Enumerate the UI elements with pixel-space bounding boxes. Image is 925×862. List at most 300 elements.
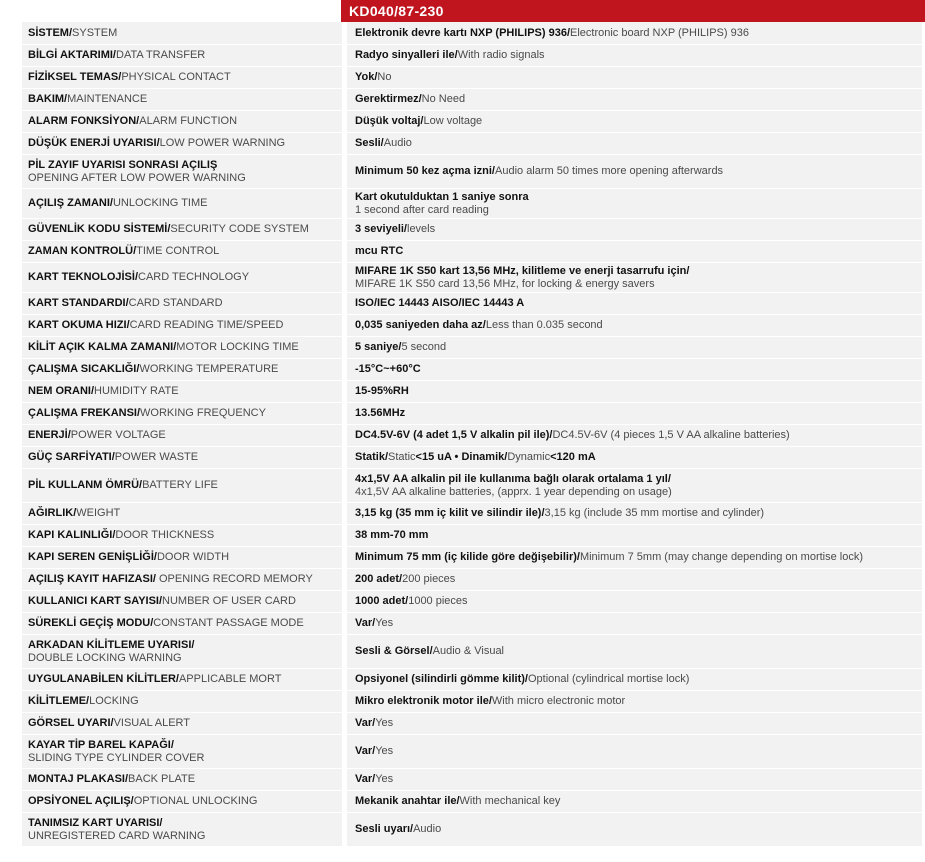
- label-line: [28, 159, 342, 172]
- label-turkish-text: AÇILIŞ ZAMANI/: [28, 197, 113, 210]
- value-line: [355, 617, 922, 630]
- value-turkish-text: Kart okutulduktan 1 saniye sonra: [355, 191, 529, 203]
- spec-value: [347, 88, 922, 110]
- spec-value: [347, 240, 922, 262]
- spec-value: [347, 634, 922, 668]
- spec-value: [347, 790, 922, 812]
- label-turkish-text: ALARM FONKSİYON/: [28, 115, 140, 128]
- spec-label: [22, 546, 342, 568]
- value-english-text: 3,15 kg (include 35 mm mortise and cylinder): [544, 507, 765, 520]
- label-line: [28, 639, 342, 652]
- spec-value: [347, 262, 922, 292]
- spec-table: [0, 22, 925, 846]
- value-line: [355, 341, 922, 354]
- label-english-text: POWER WASTE: [114, 451, 199, 464]
- value-english-text: No: [377, 71, 392, 84]
- spec-value: [347, 336, 922, 358]
- value-line: [355, 245, 922, 258]
- spec-label: [22, 314, 342, 336]
- spec-row: [0, 44, 925, 66]
- label-line: [28, 363, 342, 376]
- spec-label: [22, 524, 342, 546]
- spec-value: [347, 358, 922, 380]
- value-turkish-text: Statik/: [355, 451, 389, 464]
- label-line: [28, 27, 342, 40]
- value-english-text: Static: [388, 451, 416, 464]
- spec-label: [22, 634, 342, 668]
- header-row: [0, 0, 925, 22]
- label-line: [28, 773, 342, 786]
- spec-label: [22, 188, 342, 218]
- value-line: [355, 265, 922, 278]
- spec-row: [0, 22, 925, 44]
- label-english-text: HUMIDITY RATE: [94, 385, 179, 398]
- value-line: [355, 27, 922, 40]
- label-line: [28, 197, 342, 210]
- spec-value: [347, 612, 922, 634]
- label-line: [28, 817, 342, 830]
- value-turkish-text: 15-95%RH: [355, 385, 409, 398]
- value-line: [355, 795, 922, 808]
- label-line: [28, 172, 342, 185]
- value-turkish-text: Mikro elektronik motor ile/: [355, 695, 492, 708]
- value-line: [355, 745, 922, 758]
- spec-label: [22, 66, 342, 88]
- value-turkish-text: Sesli uyarı/: [355, 823, 414, 836]
- label-english-text: DATA TRANSFER: [116, 49, 206, 62]
- spec-label: [22, 44, 342, 66]
- value-english-text: No Need: [421, 93, 466, 106]
- spec-row: [0, 502, 925, 524]
- label-english-text: MOTOR LOCKING TIME: [176, 341, 299, 354]
- label-english-text: LOW POWER WARNING: [159, 137, 286, 150]
- value-turkish-text: Opsiyonel (silindirli gömme kilit)/: [355, 673, 528, 686]
- value-line: [355, 573, 922, 586]
- spec-value: [347, 66, 922, 88]
- label-line: [28, 551, 342, 564]
- value-line: [355, 204, 922, 217]
- value-turkish-text: Mekanik anahtar ile/: [355, 795, 460, 808]
- label-english-text: WORKING TEMPERATURE: [139, 363, 279, 376]
- spec-label: [22, 812, 342, 846]
- label-line: [28, 271, 342, 284]
- label-english-text: VISUAL ALERT: [113, 717, 191, 730]
- value-line: [355, 551, 922, 564]
- value-line: [355, 773, 922, 786]
- value-turkish-text: 4x1,5V AA alkalin pil ile kullanıma bağlı olarak ortalama 1 yıl/: [355, 473, 671, 485]
- label-line: [28, 507, 342, 520]
- value-line: [355, 407, 922, 420]
- value-turkish-text: Düşük voltaj/: [355, 115, 424, 128]
- value-line: [355, 319, 922, 332]
- label-english-text: SYSTEM: [72, 26, 118, 39]
- spec-value: [347, 468, 922, 502]
- value-line: [355, 137, 922, 150]
- label-turkish-text: SİSTEM/: [28, 26, 73, 39]
- spec-row: [0, 690, 925, 712]
- spec-label: [22, 790, 342, 812]
- spec-label: [22, 218, 342, 240]
- value-english-text: DC4.5V-6V (4 pieces 1,5 V AA alkaline batteries): [552, 429, 790, 442]
- spec-row: [0, 712, 925, 734]
- value-line: [355, 223, 922, 236]
- spec-value: [347, 590, 922, 612]
- label-line: [28, 617, 342, 630]
- value-line: [355, 297, 922, 310]
- label-english-text: OPTIONAL UNLOCKING: [133, 795, 258, 808]
- label-english-text: DOUBLE LOCKING WARNING: [28, 651, 182, 664]
- label-line: [28, 479, 342, 492]
- spec-row: [0, 668, 925, 690]
- spec-row: [0, 292, 925, 314]
- spec-label: [22, 690, 342, 712]
- label-turkish-text: KART TEKNOLOJİSİ/: [28, 271, 139, 284]
- value-line: [355, 529, 922, 542]
- label-line: [28, 407, 342, 420]
- label-turkish-text: GÜÇ SARFİYATI/: [28, 451, 115, 464]
- label-line: [28, 71, 342, 84]
- label-english-text: SLIDING TYPE CYLINDER COVER: [28, 751, 205, 764]
- value-english-text: Optional (cylindrical mortise lock): [527, 673, 690, 686]
- label-turkish-text: ÇALIŞMA FREKANSI/: [28, 407, 141, 420]
- label-turkish-text: PİL ZAYIF UYARISI SONRASI AÇILIŞ: [28, 159, 218, 171]
- spec-row: [0, 568, 925, 590]
- label-english-text: WEIGHT: [76, 507, 121, 520]
- label-turkish-text: AÇILIŞ KAYIT HAFIZASI/: [28, 573, 156, 586]
- spec-row: [0, 358, 925, 380]
- spec-value: [347, 768, 922, 790]
- value-turkish-text: Var/: [355, 717, 376, 730]
- value-turkish-text: <120 mA: [550, 451, 596, 464]
- label-turkish-text: MONTAJ PLAKASI/: [28, 773, 129, 786]
- spec-label: [22, 358, 342, 380]
- label-turkish-text: KAPI SEREN GENİŞLİĞİ/: [28, 551, 157, 564]
- value-turkish-text: DC4.5V-6V (4 adet 1,5 V alkalin pil ile)/: [355, 429, 553, 442]
- value-turkish-text: ISO/IEC 14443 AISO/IEC 14443 A: [355, 297, 525, 310]
- value-turkish-text: -15°C~+60°C: [355, 363, 421, 376]
- label-english-text: ALARM FUNCTION: [139, 115, 238, 128]
- label-turkish-text: KİLİTLEME/: [28, 695, 90, 708]
- label-turkish-text: KİLİT AÇIK KALMA ZAMANI/: [28, 341, 177, 354]
- label-english-text: CONSTANT PASSAGE MODE: [153, 617, 304, 630]
- label-english-text: OPENING AFTER LOW POWER WARNING: [28, 171, 246, 184]
- spec-row: [0, 262, 925, 292]
- label-turkish-text: BAKIM/: [28, 93, 68, 106]
- label-line: [28, 49, 342, 62]
- value-line: [355, 429, 922, 442]
- label-turkish-text: OPSİYONEL AÇILIŞ/: [28, 795, 134, 808]
- value-turkish-text: Var/: [355, 745, 376, 758]
- value-turkish-text: 3 seviyeli/: [355, 223, 407, 236]
- label-line: [28, 319, 342, 332]
- label-english-text: WORKING FREQUENCY: [140, 407, 266, 420]
- value-line: [355, 717, 922, 730]
- value-line: [355, 473, 922, 486]
- label-english-text: LOCKING: [89, 695, 139, 708]
- value-line: [355, 278, 922, 291]
- label-english-text: UNREGISTERED CARD WARNING: [28, 829, 206, 842]
- spec-value: [347, 568, 922, 590]
- value-turkish-text: Sesli & Görsel/: [355, 645, 433, 658]
- label-turkish-text: KAPI KALINLIĞI/: [28, 529, 116, 542]
- spec-label: [22, 240, 342, 262]
- value-turkish-text: Var/: [355, 617, 376, 630]
- label-english-text: DOOR THICKNESS: [115, 529, 215, 542]
- spec-row: [0, 336, 925, 358]
- value-turkish-text: 13.56MHz: [355, 407, 406, 420]
- label-english-text: PHYSICAL CONTACT: [121, 71, 231, 84]
- value-line: [355, 645, 922, 658]
- label-line: [28, 739, 342, 752]
- value-english-text: Yes: [375, 617, 394, 630]
- value-turkish-text: Elektronik devre kartı NXP (PHILIPS) 936/: [355, 26, 570, 39]
- label-english-text: CARD STANDARD: [128, 297, 223, 310]
- value-turkish-text: Minimum 75 mm (iç kilide göre değişebilir)/: [355, 551, 580, 564]
- spec-row: [0, 424, 925, 446]
- label-turkish-text: PİL KULLANM ÖMRÜ/: [28, 479, 143, 492]
- label-line: [28, 429, 342, 442]
- spec-value: [347, 690, 922, 712]
- label-line: [28, 223, 342, 236]
- value-english-text: Audio: [383, 137, 412, 150]
- value-english-text: Yes: [375, 717, 394, 730]
- spec-row: [0, 734, 925, 768]
- label-line: [28, 297, 342, 310]
- spec-value: [347, 424, 922, 446]
- value-turkish-text: 1000 adet/: [355, 595, 409, 608]
- value-turkish-text: 0,035 saniyeden daha az/: [355, 319, 486, 332]
- label-line: [28, 573, 342, 586]
- label-turkish-text: KART STANDARDI/: [28, 297, 129, 310]
- spec-value: [347, 110, 922, 132]
- spec-value: [347, 546, 922, 568]
- value-english-text: With radio signals: [457, 49, 545, 62]
- spec-row: [0, 188, 925, 218]
- value-english-text: 5 second: [401, 341, 447, 354]
- value-line: [355, 363, 922, 376]
- spec-label: [22, 380, 342, 402]
- value-english-text: 1 second after card reading: [355, 203, 489, 216]
- spec-label: [22, 262, 342, 292]
- spec-value: [347, 292, 922, 314]
- spec-label: [22, 734, 342, 768]
- spec-label: [22, 568, 342, 590]
- spec-label: [22, 402, 342, 424]
- model-title: KD040/87-230: [341, 0, 925, 22]
- value-turkish-text: Radyo sinyalleri ile/: [355, 49, 458, 62]
- value-line: [355, 507, 922, 520]
- spec-value: [347, 712, 922, 734]
- spec-value: [347, 812, 922, 846]
- spec-label: [22, 132, 342, 154]
- label-line: [28, 695, 342, 708]
- label-english-text: TIME CONTROL: [136, 245, 220, 258]
- spec-label: [22, 768, 342, 790]
- label-line: [28, 115, 342, 128]
- value-turkish-text: 38 mm-70 mm: [355, 529, 429, 542]
- spec-label: [22, 502, 342, 524]
- label-line: [28, 595, 342, 608]
- value-english-text: 1000 pieces: [408, 595, 468, 608]
- value-line: [355, 823, 922, 836]
- label-turkish-text: FİZİKSEL TEMAS/: [28, 71, 122, 84]
- value-turkish-text: Sesli/: [355, 137, 384, 150]
- spec-row: [0, 634, 925, 668]
- label-turkish-text: ENERJİ/: [28, 429, 71, 442]
- spec-row: [0, 314, 925, 336]
- spec-value: [347, 154, 922, 188]
- spec-value: [347, 218, 922, 240]
- spec-row: [0, 812, 925, 846]
- spec-row: [0, 468, 925, 502]
- spec-label: [22, 88, 342, 110]
- spec-value: [347, 380, 922, 402]
- value-turkish-text: 5 saniye/: [355, 341, 402, 354]
- value-turkish-text: Gerektirmez/: [355, 93, 422, 106]
- spec-row: [0, 524, 925, 546]
- label-turkish-text: GÖRSEL UYARI/: [28, 717, 114, 730]
- label-english-text: CARD READING TIME/SPEED: [129, 319, 284, 332]
- spec-label: [22, 668, 342, 690]
- label-line: [28, 652, 342, 665]
- label-turkish-text: AĞIRLIK/: [28, 507, 77, 520]
- label-english-text: MAINTENANCE: [67, 93, 148, 106]
- value-english-text: Minimum 7 5mm (may change depending on mortise lock): [579, 551, 864, 564]
- label-english-text: BATTERY LIFE: [142, 479, 218, 492]
- label-line: [28, 717, 342, 730]
- label-line: [28, 830, 342, 843]
- spec-row: [0, 110, 925, 132]
- value-line: [355, 165, 922, 178]
- label-english-text: BACK PLATE: [128, 773, 196, 786]
- spec-row: [0, 88, 925, 110]
- spec-value: [347, 402, 922, 424]
- value-line: [355, 486, 922, 499]
- spec-row: [0, 218, 925, 240]
- label-line: [28, 673, 342, 686]
- value-english-text: Audio alarm 50 times more opening afterwards: [495, 165, 724, 178]
- value-line: [355, 595, 922, 608]
- label-english-text: CARD TECHNOLOGY: [138, 271, 250, 284]
- spec-value: [347, 446, 922, 468]
- spec-label: [22, 292, 342, 314]
- value-english-text: With micro electronic motor: [491, 695, 626, 708]
- spec-row: [0, 768, 925, 790]
- label-line: [28, 93, 342, 106]
- label-english-text: NUMBER OF USER CARD: [162, 595, 296, 608]
- label-english-text: SECURITY CODE SYSTEM: [170, 223, 309, 236]
- value-turkish-text: Minimum 50 kez açma izni/: [355, 165, 495, 178]
- value-turkish-text: mcu RTC: [355, 245, 404, 258]
- spec-label: [22, 590, 342, 612]
- value-english-text: levels: [407, 223, 436, 236]
- value-english-text: Low voltage: [423, 115, 483, 128]
- spec-label: [22, 154, 342, 188]
- label-turkish-text: SÜREKLİ GEÇİŞ MODU/: [28, 617, 154, 630]
- value-turkish-text: MIFARE 1K S50 kart 13,56 MHz, kilitleme ve enerji tasarrufu için/: [355, 265, 690, 277]
- spec-value: [347, 188, 922, 218]
- value-english-text: Electronic board NXP (PHILIPS) 936: [570, 26, 749, 39]
- label-line: [28, 245, 342, 258]
- label-line: [28, 385, 342, 398]
- value-english-text: 200 pieces: [402, 573, 456, 586]
- label-turkish-text: ZAMAN KONTROLÜ/: [28, 245, 137, 258]
- spec-row: [0, 154, 925, 188]
- spec-row: [0, 612, 925, 634]
- value-english-text: With mechanical key: [459, 795, 561, 808]
- spec-value: [347, 132, 922, 154]
- spec-value: [347, 524, 922, 546]
- label-line: [28, 451, 342, 464]
- value-line: [355, 71, 922, 84]
- value-line: [355, 93, 922, 106]
- spec-value: [347, 314, 922, 336]
- value-line: [355, 49, 922, 62]
- spec-value: [347, 668, 922, 690]
- spec-row: [0, 446, 925, 468]
- value-turkish-text: 200 adet/: [355, 573, 403, 586]
- label-turkish-text: UYGULANABİLEN KİLİTLER/: [28, 673, 179, 686]
- spec-label: [22, 336, 342, 358]
- label-english-text: OPENING RECORD MEMORY: [155, 573, 313, 586]
- label-line: [28, 341, 342, 354]
- spec-value: [347, 44, 922, 66]
- label-turkish-text: NEM ORANI/: [28, 385, 94, 398]
- value-line: [355, 673, 922, 686]
- label-line: [28, 795, 342, 808]
- label-turkish-text: BİLGİ AKTARIMI/: [28, 49, 116, 62]
- spec-label: [22, 424, 342, 446]
- spec-row: [0, 240, 925, 262]
- spec-value: [347, 734, 922, 768]
- spec-row: [0, 402, 925, 424]
- label-line: [28, 529, 342, 542]
- label-line: [28, 752, 342, 765]
- label-turkish-text: ÇALIŞMA SICAKLIĞI/: [28, 363, 140, 376]
- label-line: [28, 137, 342, 150]
- value-turkish-text: 3,15 kg (35 mm iç kilit ve silindir ile)/: [355, 507, 545, 520]
- label-english-text: DOOR WIDTH: [156, 551, 230, 564]
- spec-row: [0, 546, 925, 568]
- value-turkish-text: Var/: [355, 773, 376, 786]
- spec-row: [0, 380, 925, 402]
- value-english-text: Less than 0.035 second: [485, 319, 603, 332]
- value-english-text: Audio: [413, 823, 442, 836]
- value-line: [355, 451, 922, 464]
- value-line: [355, 115, 922, 128]
- spec-row: [0, 132, 925, 154]
- header-spacer: [0, 0, 341, 22]
- spec-label: [22, 612, 342, 634]
- value-turkish-text: Yok/: [355, 71, 378, 84]
- value-english-text: Yes: [375, 745, 394, 758]
- spec-label: [22, 712, 342, 734]
- spec-value: [347, 502, 922, 524]
- label-turkish-text: KART OKUMA HIZI/: [28, 319, 130, 332]
- spec-label: [22, 446, 342, 468]
- value-line: [355, 695, 922, 708]
- label-turkish-text: TANIMSIZ KART UYARISI/: [28, 817, 163, 829]
- spec-row: [0, 66, 925, 88]
- value-english-text: Yes: [375, 773, 394, 786]
- value-line: [355, 191, 922, 204]
- label-english-text: APPLICABLE MORT: [178, 673, 282, 686]
- spec-label: [22, 468, 342, 502]
- label-turkish-text: KAYAR TİP BAREL KAPAĞI/: [28, 739, 174, 751]
- label-turkish-text: DÜŞÜK ENERJİ UYARISI/: [28, 137, 160, 150]
- value-english-text: Audio & Visual: [432, 645, 505, 658]
- spec-value: [347, 22, 922, 44]
